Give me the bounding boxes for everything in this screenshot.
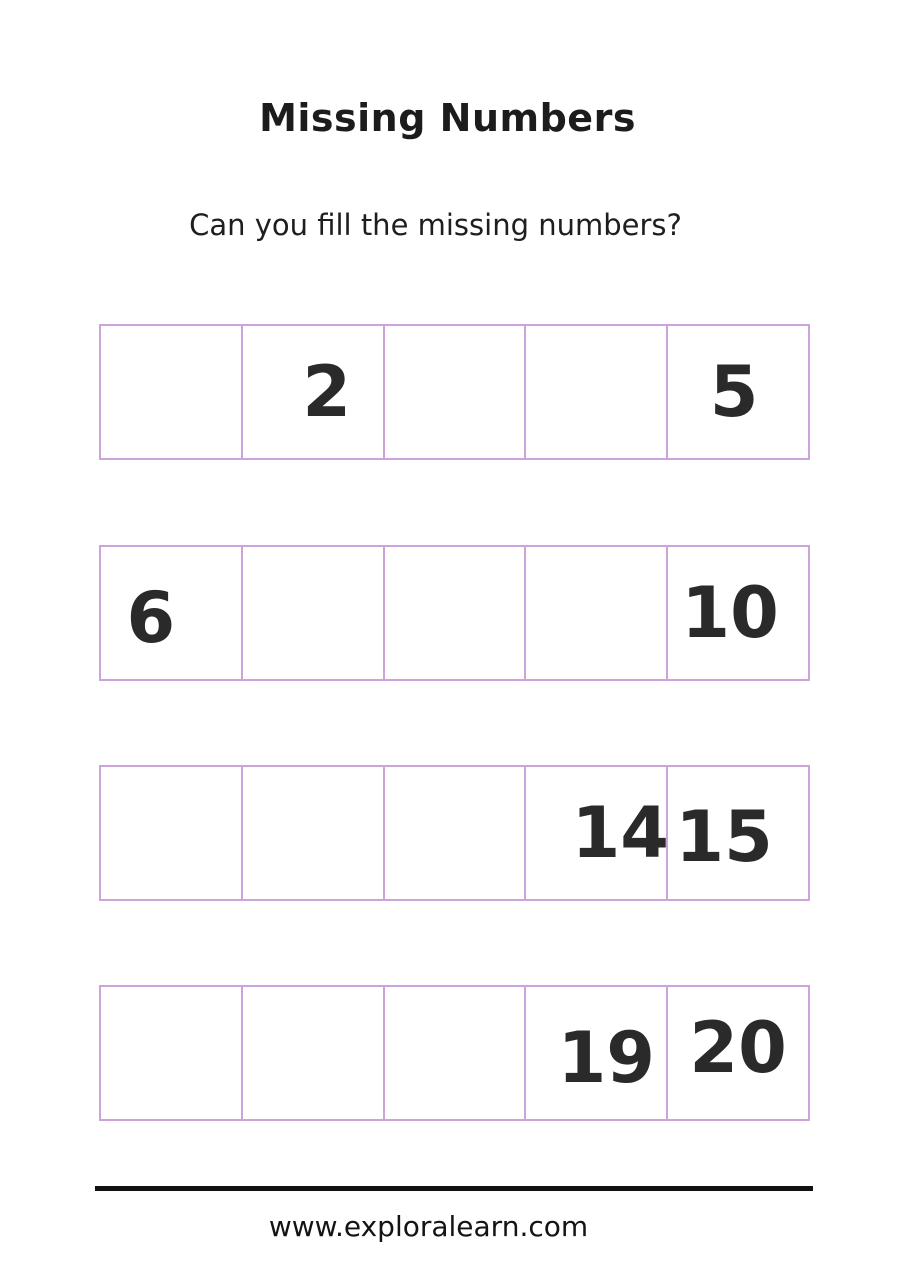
number-grid-row-4 bbox=[99, 985, 810, 1121]
number-cell[interactable] bbox=[101, 326, 241, 458]
number-cell[interactable] bbox=[383, 767, 525, 899]
cell-number: 15 bbox=[675, 796, 773, 878]
cell-number: 2 bbox=[302, 351, 352, 433]
page-title: Missing Numbers bbox=[259, 96, 636, 140]
number-cell[interactable] bbox=[524, 326, 666, 458]
number-cell[interactable] bbox=[241, 547, 383, 679]
number-cell[interactable] bbox=[524, 767, 669, 899]
cell-number: 19 bbox=[557, 1017, 655, 1099]
number-cell[interactable] bbox=[241, 326, 383, 458]
cell-number: 10 bbox=[681, 572, 779, 654]
number-cell[interactable] bbox=[101, 987, 241, 1119]
number-cell[interactable] bbox=[383, 547, 525, 679]
number-cell[interactable] bbox=[666, 987, 808, 1119]
number-cell[interactable] bbox=[524, 987, 666, 1119]
worksheet-instruction: Can you fill the missing numbers? bbox=[189, 208, 682, 242]
number-cell[interactable] bbox=[241, 987, 383, 1119]
number-grid-row-2 bbox=[99, 545, 810, 681]
cell-number: 14 bbox=[571, 792, 669, 874]
number-cell[interactable] bbox=[383, 987, 525, 1119]
number-cell[interactable] bbox=[101, 547, 241, 679]
cell-number: 20 bbox=[689, 1007, 787, 1089]
number-grid-row-3 bbox=[99, 765, 810, 901]
footer-divider bbox=[95, 1186, 813, 1191]
cell-number: 6 bbox=[126, 577, 176, 659]
number-grid-row-1 bbox=[99, 324, 810, 460]
number-cell[interactable] bbox=[524, 547, 666, 679]
number-cell[interactable] bbox=[666, 547, 808, 679]
number-cell[interactable] bbox=[666, 326, 808, 458]
cell-number: 5 bbox=[709, 351, 759, 433]
number-cell[interactable] bbox=[383, 326, 525, 458]
number-cell[interactable] bbox=[666, 767, 808, 899]
number-cell[interactable] bbox=[241, 767, 383, 899]
footer-url: www.exploralearn.com bbox=[268, 1210, 589, 1243]
number-cell[interactable] bbox=[101, 767, 241, 899]
